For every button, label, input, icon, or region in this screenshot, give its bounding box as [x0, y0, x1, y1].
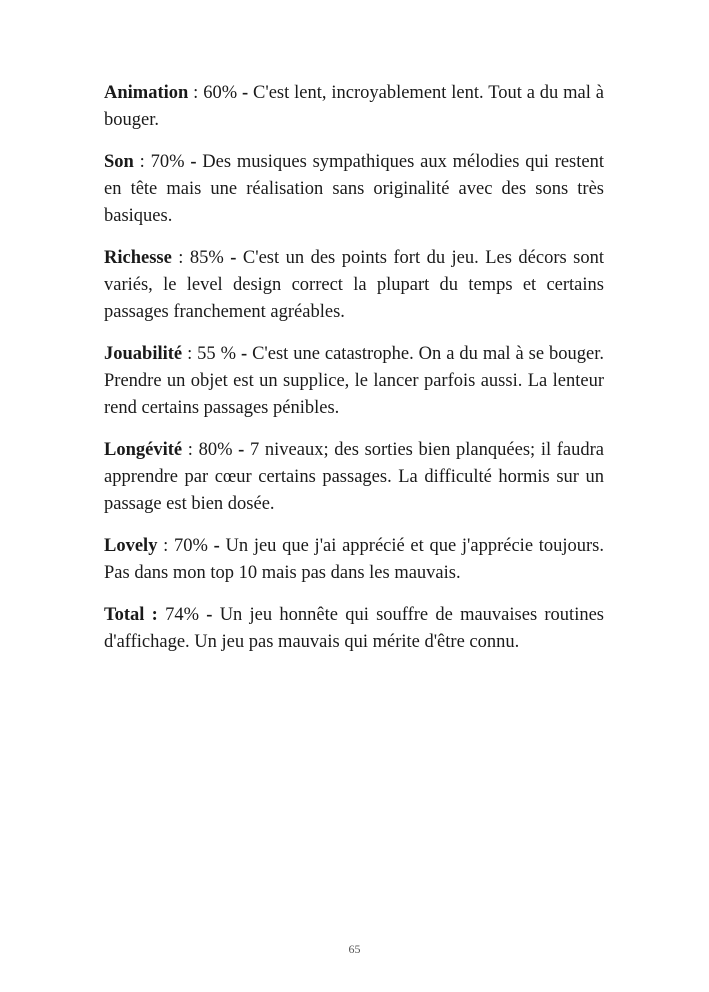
section-dash: -: [236, 344, 253, 364]
section-dash: -: [207, 536, 226, 556]
section-dash: -: [232, 440, 250, 460]
section-richesse: [104, 245, 604, 326]
section-score: 70%: [174, 536, 208, 556]
section-title: Longévité: [104, 440, 183, 460]
section-separator: :: [157, 536, 175, 556]
section-total: [104, 602, 604, 656]
section-title: Son: [104, 152, 134, 172]
section-lovely: [104, 533, 604, 587]
section-text: 7 niveaux; des sorties bien planquées; il faudra apprendre par cœur certains passages. La difficulté hormis sur un passage est bien dosée.: [104, 440, 604, 514]
section-animation: [104, 80, 604, 134]
section-score: 74%: [165, 605, 200, 625]
section-separator: :: [188, 83, 204, 103]
section-score: 70%: [150, 152, 185, 172]
section-separator: :: [171, 248, 190, 268]
section-son: [104, 149, 604, 230]
section-separator: :: [182, 440, 199, 460]
section-text: C'est un des points fort du jeu. Les décors sont variés, le level design correct la plupart du temps et certains passages franchement agréables.: [104, 248, 604, 322]
section-text: C'est lent, incroyablement lent. Tout a du mal à bouger.: [104, 83, 604, 130]
section-dash: -: [184, 152, 203, 172]
section-dash: -: [237, 83, 254, 103]
section-title: Lovely: [104, 536, 158, 556]
section-title: Total :: [104, 605, 158, 625]
section-text: C'est une catastrophe. On a du mal à se bouger. Prendre un objet est un supplice, le lancer parfois aussi. La lenteur rend certains passages pénibles.: [104, 344, 604, 418]
section-text: Un jeu honnête qui souffre de mauvaises routines d'affichage. Un jeu pas mauvais qui mérite d'être connu.: [104, 605, 604, 652]
section-score: 55 %: [197, 344, 237, 364]
section-longevite: [104, 437, 604, 518]
document-body: [104, 80, 604, 671]
section-score: 80%: [198, 440, 233, 460]
section-dash: -: [199, 605, 220, 625]
section-score: 60%: [203, 83, 238, 103]
section-jouabilite: [104, 341, 604, 422]
section-separator: :: [182, 344, 198, 364]
section-text: Des musiques sympathiques aux mélodies qui restent en tête mais une réalisation sans originalité avec des sons très basiques.: [104, 152, 605, 226]
section-title: Jouabilité: [104, 344, 183, 364]
section-title: Richesse: [104, 248, 172, 268]
section-text: Un jeu que j'ai apprécié et que j'apprécie toujours. Pas dans mon top 10 mais pas dans les mauvais.: [104, 536, 604, 583]
section-separator: :: [133, 152, 151, 172]
section-score: 85%: [189, 248, 224, 268]
page-number: 65: [348, 942, 361, 956]
section-title: Animation: [104, 83, 189, 103]
section-dash: -: [223, 248, 243, 268]
